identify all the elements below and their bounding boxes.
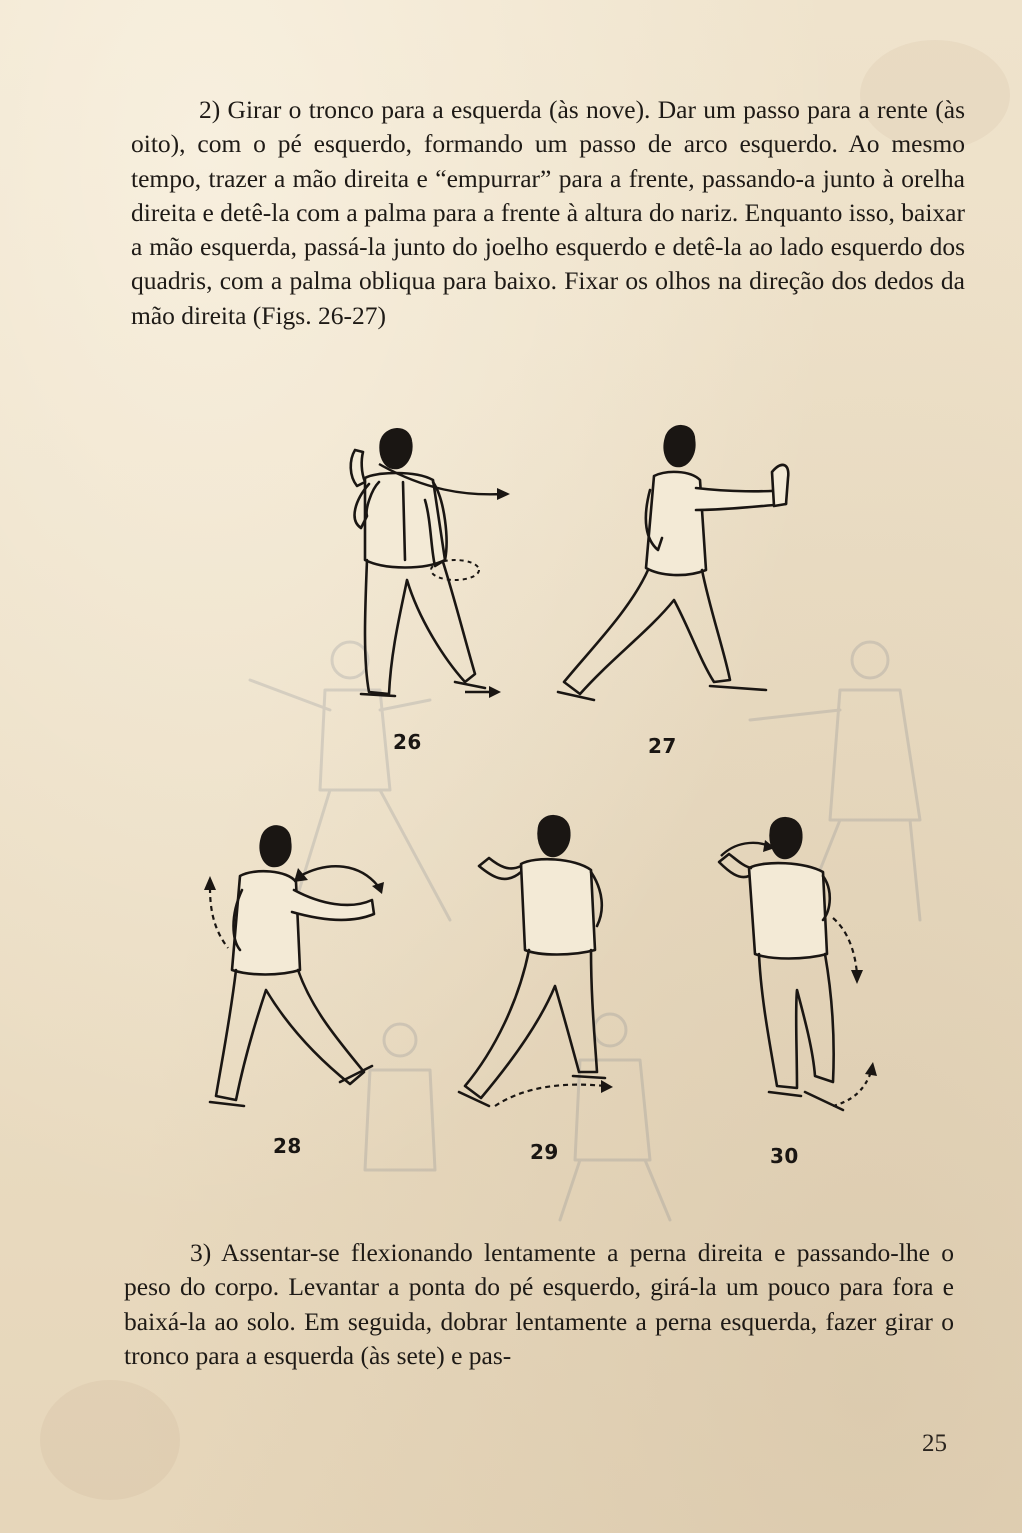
- figure-28-illustration: [200, 820, 390, 1120]
- figure-28-label: 28: [273, 1134, 302, 1158]
- figure-26-illustration: [315, 420, 515, 710]
- figure-30-label: 30: [770, 1144, 799, 1168]
- figure-30-drawing: [705, 810, 895, 1120]
- figure-30-illustration: [705, 810, 895, 1120]
- figure-26-drawing: [315, 420, 515, 710]
- figure-28-drawing: [200, 820, 390, 1120]
- figure-29-label: 29: [530, 1140, 559, 1164]
- figure-29-drawing: [455, 810, 655, 1120]
- instruction-paragraph-2: 2) Girar o tronco para a esquerda (às nove). Dar um passo para a rente (às oito), com o pé esquerdo, formando um passo de arco esquerdo. Ao mesmo tempo, trazer a mão direita e “empurrar” para a frente, passando-a junto à orelha direita e detê-la com a palma para a frente à altura do nariz. Enquanto isso, baixar a mão esquerda, passá-la junto do joelho esquerdo e detê-la ao lado esquerdo dos quadris, com a palma obliqua para baixo. Fixar os olhos na direção dos dedos da mão direita (Figs. 26-27): [131, 95, 965, 330]
- figure-26-label: 26: [393, 730, 422, 754]
- figure-29-illustration: [455, 810, 655, 1120]
- figure-27-label: 27: [648, 734, 677, 758]
- page-number: 25: [922, 1430, 947, 1457]
- figure-27-drawing: [550, 420, 780, 720]
- figure-27-illustration: [550, 420, 780, 720]
- paper-stain: [40, 1380, 180, 1500]
- instruction-paragraph-3: 3) Assentar-se flexionando lentamente a perna direita e passando-lhe o peso do corpo. Levantar a ponta do pé esquerdo, girá-la um pouco para fora e baixá-la ao solo. Em seguida, dobrar lentamente a perna esquerda, fazer girar o tronco para a esquerda (às sete) e pas-: [124, 1238, 954, 1370]
